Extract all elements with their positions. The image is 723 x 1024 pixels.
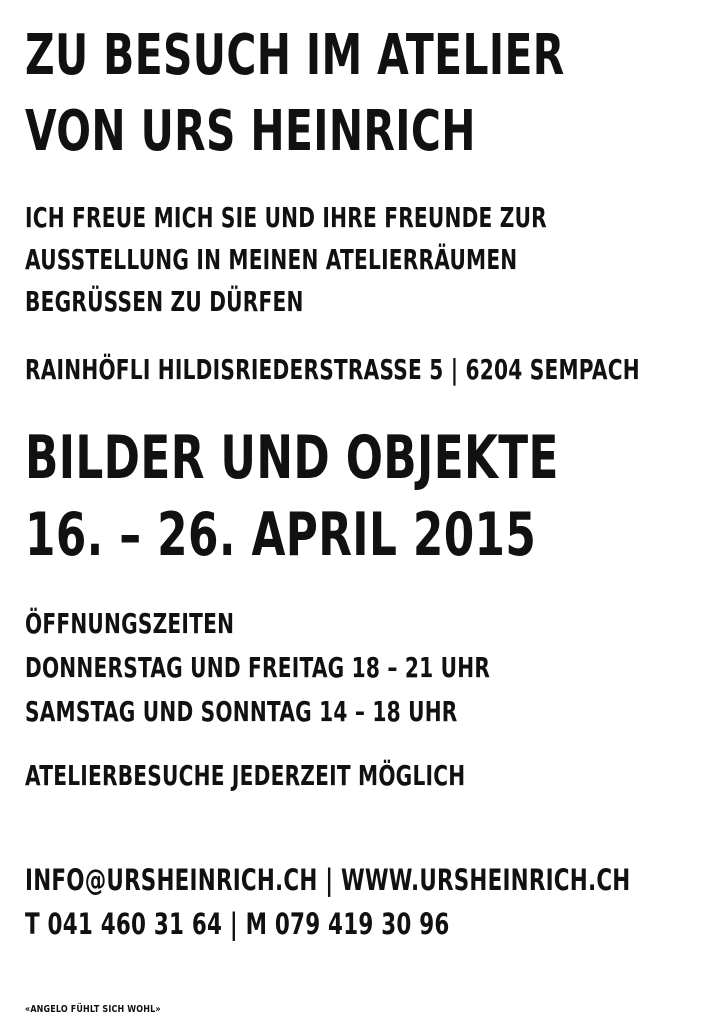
invitation-line-2: AUSSTELLUNG IN MEINEN ATELIERRÄUMEN bbox=[25, 243, 518, 276]
contact-phone-line: T 041 460 31 64 | M 079 419 30 96 bbox=[25, 907, 450, 941]
address-line: RAINHÖFLI HILDISRIEDERSTRASSE 5 | 6204 SEMPACH bbox=[25, 353, 640, 386]
visits-note: ATELIERBESUCHE JEDERZEIT MÖGLICH bbox=[25, 759, 466, 792]
opening-hours-line-1: DONNERSTAG UND FREITAG 18 – 21 UHR bbox=[25, 651, 491, 684]
footnote: «ANGELO FÜHLT SICH WOHL» bbox=[25, 1004, 161, 1015]
exhibition-name: BILDER UND OBJEKTE bbox=[25, 423, 559, 493]
opening-hours-line-2: SAMSTAG UND SONNTAG 14 – 18 UHR bbox=[25, 695, 458, 728]
exhibition-dates: 16. – 26. APRIL 2015 bbox=[25, 500, 537, 570]
title-line-2: VON URS HEINRICH bbox=[25, 99, 476, 164]
opening-hours-heading: ÖFFNUNGSZEITEN bbox=[25, 607, 235, 640]
contact-web-line: INFO@URSHEINRICH.CH | WWW.URSHEINRICH.CH bbox=[25, 863, 631, 897]
invitation-line-1: ICH FREUE MICH SIE UND IHRE FREUNDE ZUR bbox=[25, 201, 547, 234]
title-line-1: ZU BESUCH IM ATELIER bbox=[25, 23, 565, 88]
invitation-line-3: BEGRÜSSEN ZU DÜRFEN bbox=[25, 285, 304, 318]
